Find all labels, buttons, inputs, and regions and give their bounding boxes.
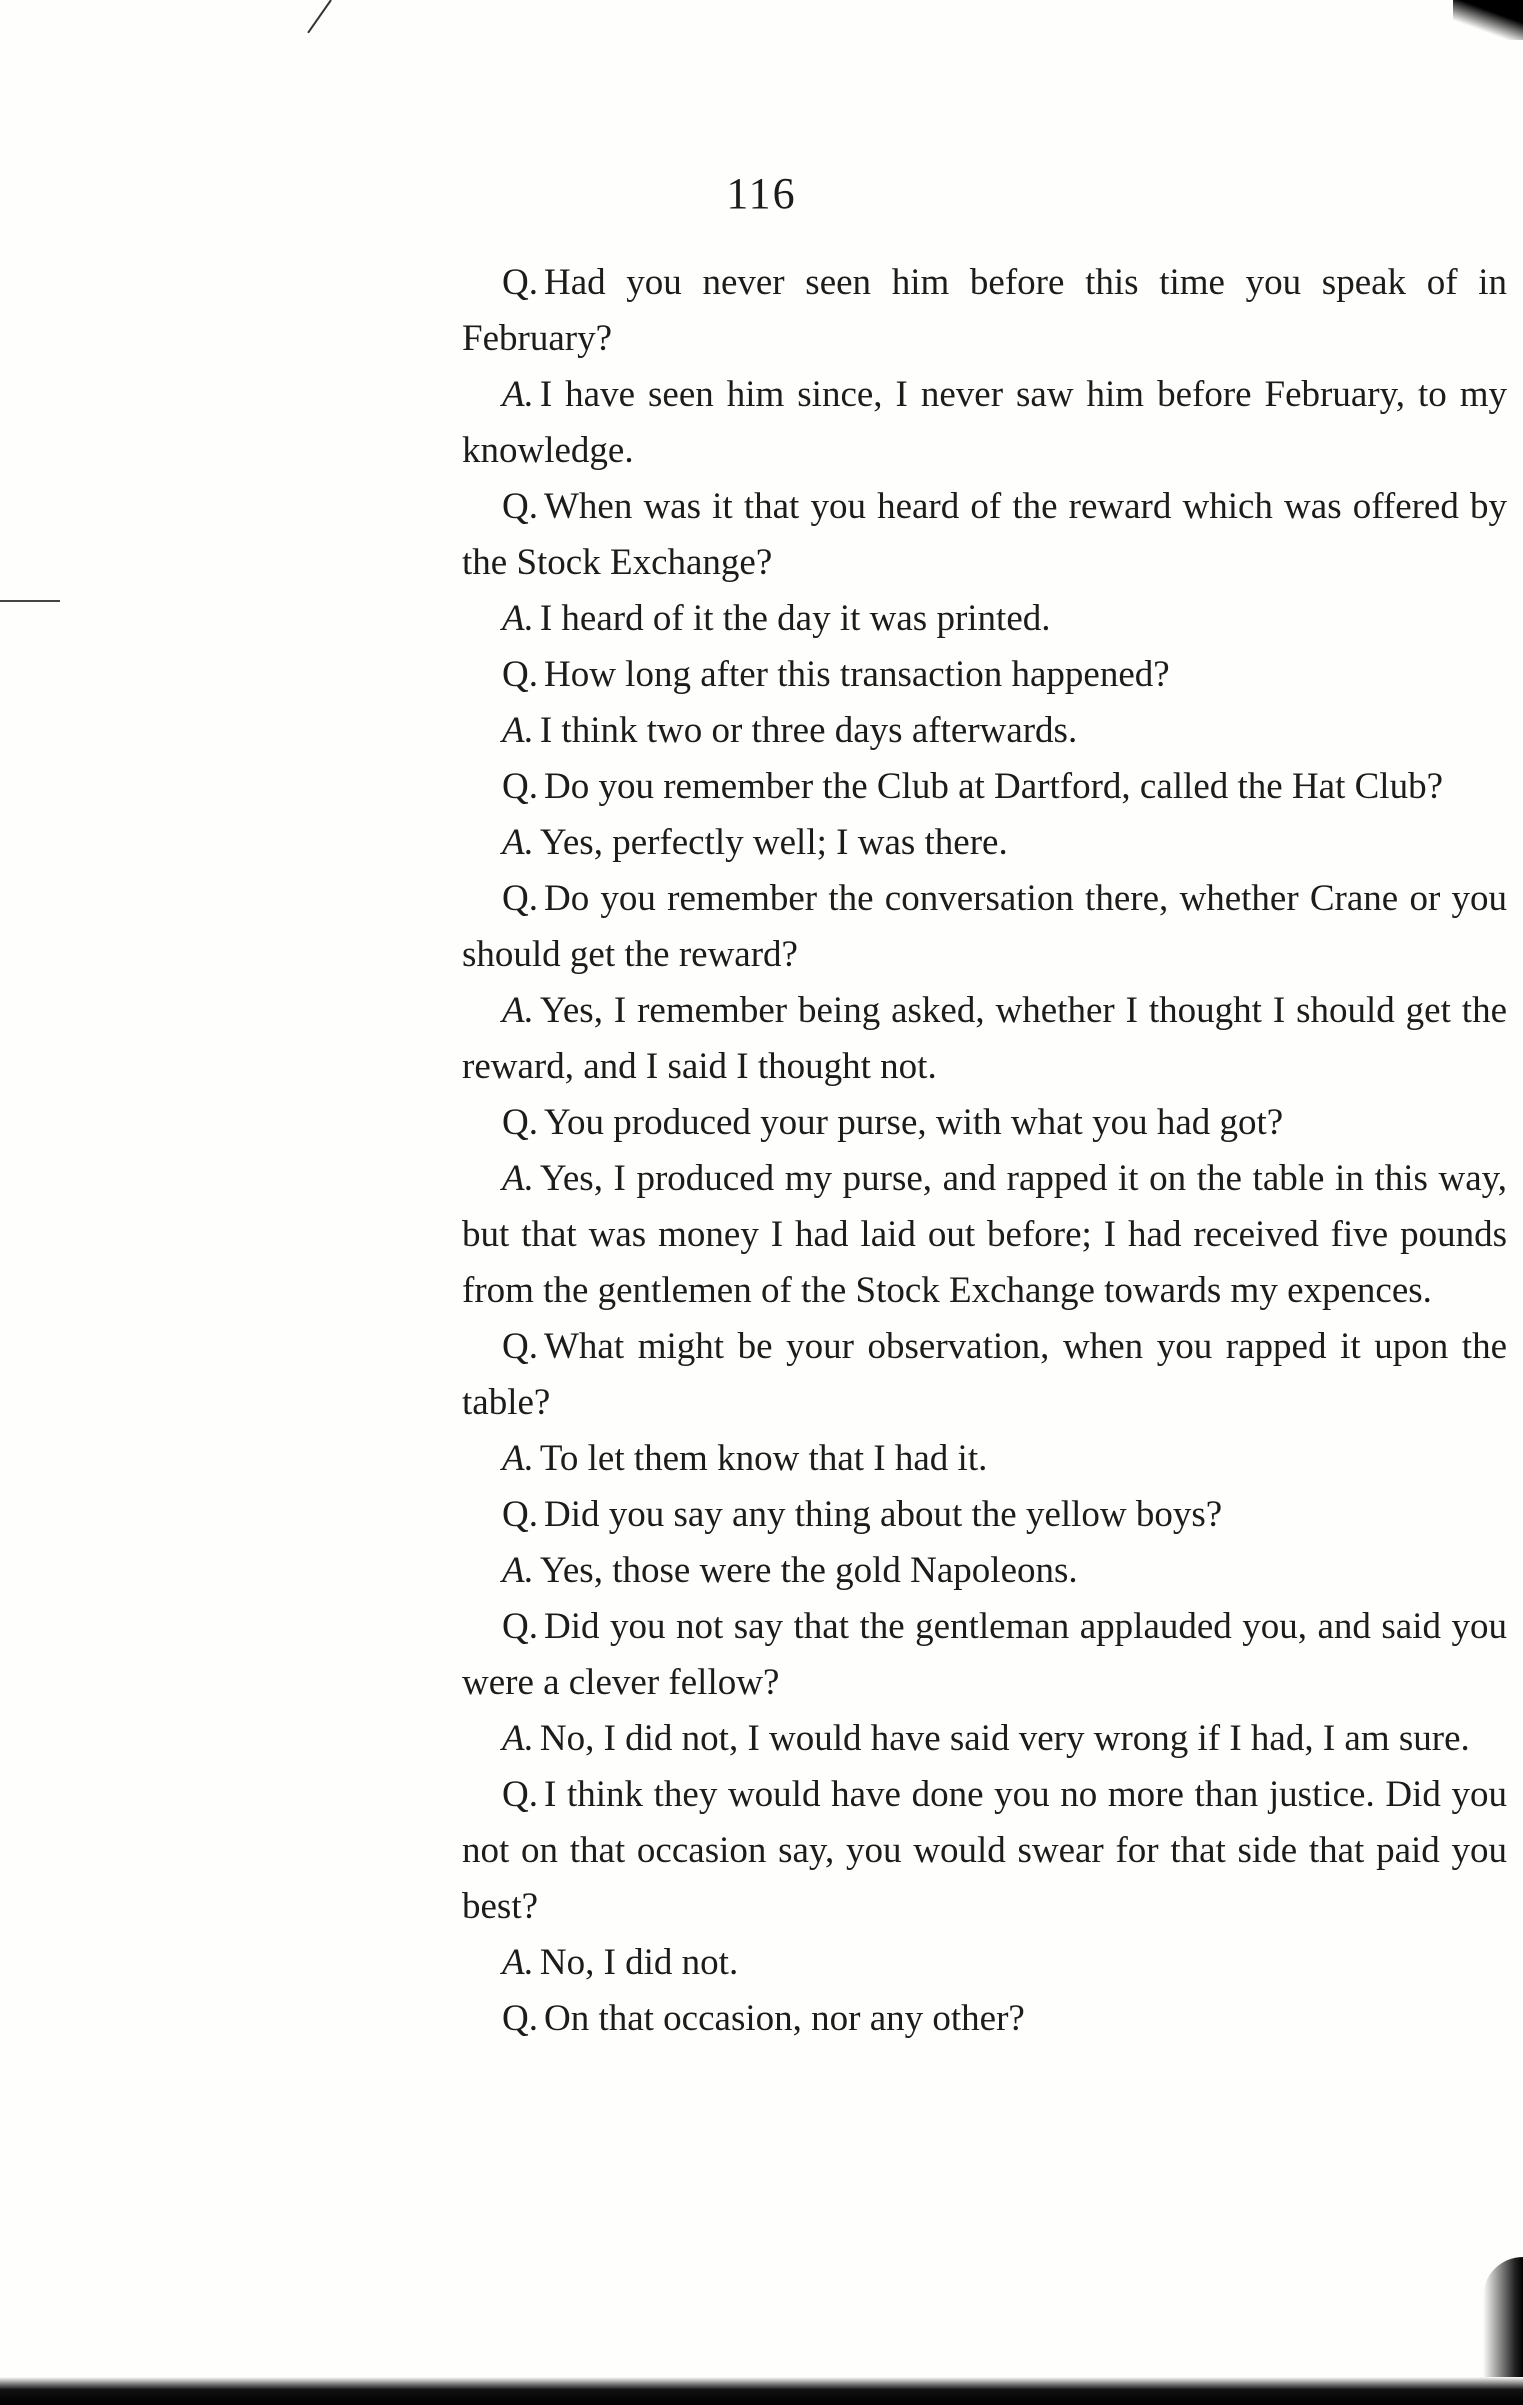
answer-paragraph	[462, 1151, 1507, 1319]
speaker-label: Q.	[502, 766, 538, 807]
speaker-label: A.	[502, 1718, 534, 1759]
question-paragraph	[462, 1767, 1507, 1935]
question-paragraph	[462, 1319, 1507, 1431]
speaker-label: A.	[502, 1438, 534, 1479]
paragraph-text: I have seen him since, I never saw him before February, to my knowledge.	[462, 374, 1507, 471]
paragraph-text: Had you never seen him before this time you speak of in February?	[462, 262, 1507, 359]
question-paragraph	[462, 255, 1507, 367]
speaker-label: Q.	[502, 1998, 538, 2039]
speaker-label: A.	[502, 822, 534, 863]
paragraph-text: You produced your purse, with what you had got?	[543, 1102, 1284, 1143]
speaker-label: Q.	[502, 262, 538, 303]
paragraph-text: I think they would have done you no more than justice. Did you not on that occasion say, you would swear for that side that paid you best?	[462, 1774, 1507, 1927]
question-paragraph	[462, 1599, 1507, 1711]
answer-paragraph	[462, 1711, 1507, 1767]
page-bottom-edge	[0, 2377, 1523, 2405]
scan-mark	[307, 0, 332, 33]
transcript-text	[462, 255, 1507, 2047]
speaker-label: Q.	[502, 878, 538, 919]
answer-paragraph	[462, 1935, 1507, 1991]
answer-paragraph	[462, 983, 1507, 1095]
speaker-label: A.	[502, 1550, 534, 1591]
margin-mark	[0, 600, 60, 602]
paragraph-text: Do you remember the Club at Dartford, called the Hat Club?	[543, 766, 1444, 807]
speaker-label: Q.	[502, 1326, 538, 1367]
paragraph-text: Do you remember the conversation there, whether Crane or you should get the reward?	[462, 878, 1507, 975]
paragraph-text: On that occasion, nor any other?	[543, 1998, 1025, 2039]
page-curl-shadow	[1483, 2257, 1523, 2377]
question-paragraph	[462, 647, 1507, 703]
paragraph-text: Yes, perfectly well; I was there.	[539, 822, 1008, 863]
answer-paragraph	[462, 367, 1507, 479]
paragraph-text: Yes, those were the gold Napoleons.	[539, 1550, 1078, 1591]
speaker-label: A.	[502, 1158, 534, 1199]
paragraph-text: Did you not say that the gentleman applauded you, and said you were a clever fellow?	[462, 1606, 1507, 1703]
paragraph-text: Yes, I remember being asked, whether I thought I should get the reward, and I said I thought not.	[462, 990, 1507, 1087]
speaker-label: Q.	[502, 486, 538, 527]
answer-paragraph	[462, 815, 1507, 871]
speaker-label: Q.	[502, 1494, 538, 1535]
speaker-label: Q.	[502, 1102, 538, 1143]
speaker-label: A.	[502, 598, 534, 639]
paragraph-text: To let them know that I had it.	[539, 1438, 988, 1479]
paragraph-text: No, I did not.	[539, 1942, 739, 1983]
paragraph-text: What might be your observation, when you rapped it upon the table?	[462, 1326, 1507, 1423]
paragraph-text: How long after this transaction happened?	[543, 654, 1170, 695]
paragraph-text: Did you say any thing about the yellow boys?	[543, 1494, 1223, 1535]
speaker-label: Q.	[502, 1774, 538, 1815]
speaker-label: A.	[502, 374, 534, 415]
question-paragraph	[462, 759, 1507, 815]
question-paragraph	[462, 479, 1507, 591]
speaker-label: A.	[502, 710, 534, 751]
paragraph-text: I think two or three days afterwards.	[539, 710, 1078, 751]
speaker-label: Q.	[502, 1606, 538, 1647]
answer-paragraph	[462, 591, 1507, 647]
question-paragraph	[462, 1095, 1507, 1151]
speaker-label: Q.	[502, 654, 538, 695]
answer-paragraph	[462, 703, 1507, 759]
answer-paragraph	[462, 1543, 1507, 1599]
answer-paragraph	[462, 1431, 1507, 1487]
speaker-label: A.	[502, 990, 534, 1031]
page-number: 116	[726, 169, 797, 218]
paragraph-text: No, I did not, I would have said very wrong if I had, I am sure.	[539, 1718, 1470, 1759]
question-paragraph	[462, 1991, 1507, 2047]
question-paragraph	[462, 871, 1507, 983]
paragraph-text: Yes, I produced my purse, and rapped it on the table in this way, but that was money I had laid out before; I had received five pounds from the gentlemen of the Stock Exchange towards my expences.	[462, 1158, 1507, 1311]
question-paragraph	[462, 1487, 1507, 1543]
paragraph-text: I heard of it the day it was printed.	[539, 598, 1051, 639]
speaker-label: A.	[502, 1942, 534, 1983]
page-corner-shadow	[1453, 0, 1523, 40]
paragraph-text: When was it that you heard of the reward which was offered by the Stock Exchange?	[462, 486, 1507, 583]
